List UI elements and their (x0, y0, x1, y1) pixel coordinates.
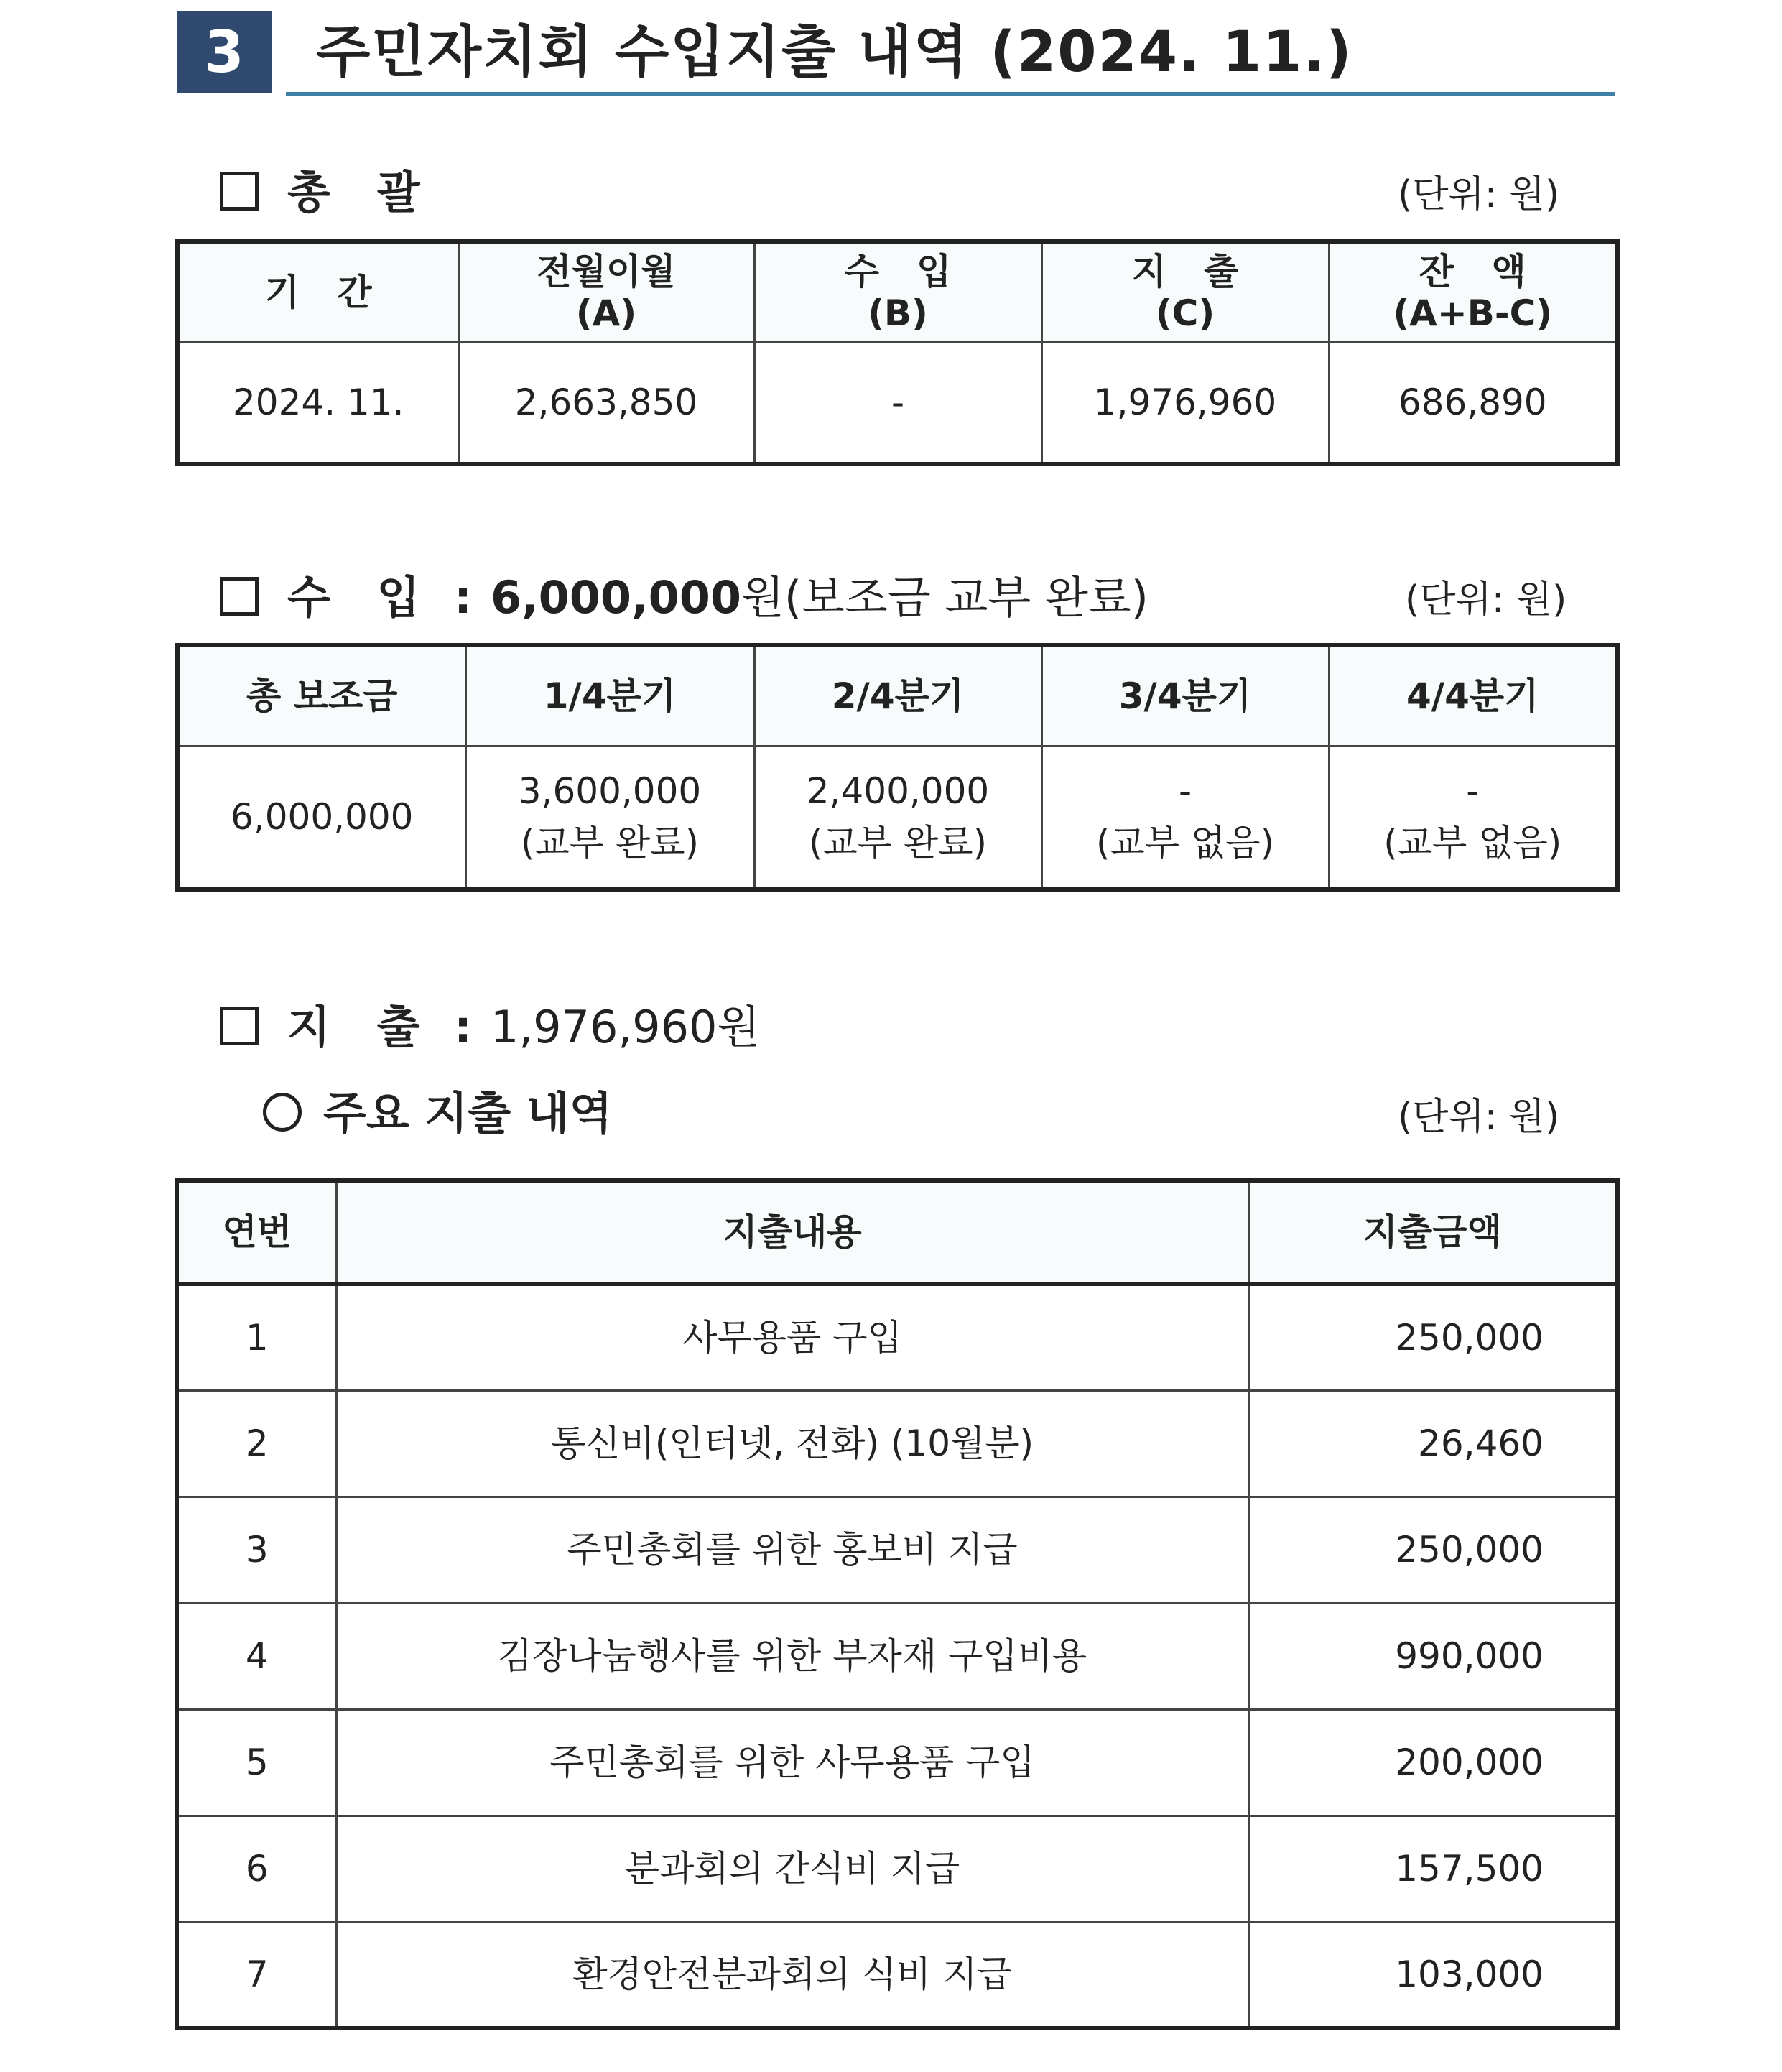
checkbox-square-icon (220, 172, 259, 211)
summary-col-balance: 잔 액 (A+B-C) (1329, 241, 1618, 342)
title-underline (286, 92, 1615, 96)
summary-data-row (177, 342, 1618, 464)
row-amount: 990,000 (1248, 1603, 1618, 1709)
summary-balance-value: 686,890 (1329, 342, 1618, 464)
row-amount: 26,460 (1248, 1390, 1618, 1497)
summary-income-value: - (754, 342, 1041, 464)
row-number: 2 (177, 1390, 336, 1497)
summary-unit-label: (단위: 원) (1398, 173, 1560, 216)
income-col-total: 총 보조금 (177, 645, 465, 746)
row-description: 통신비(인터넷, 전화) (10월분) (336, 1390, 1248, 1497)
income-q1-note: (교부 완료) (520, 822, 700, 864)
income-amount: 6,000,000 (490, 571, 742, 624)
income-q1-value: 3,600,000 (518, 770, 702, 813)
summary-col-income: 수 입 (B) (754, 241, 1041, 342)
income-q2-value: 2,400,000 (806, 770, 990, 813)
expense-col-number: 연번 (177, 1180, 336, 1284)
page-title: 주민자치회 수입지출 내역 (2024. 11.) (316, 20, 1353, 85)
row-amount: 157,500 (1248, 1816, 1618, 1922)
income-colon: : (454, 571, 472, 624)
section-number-badge: 3 (177, 11, 272, 93)
row-number: 1 (177, 1284, 336, 1390)
income-q3-cell (1041, 746, 1329, 889)
summary-col-period: 기 간 (177, 241, 458, 342)
row-number: 3 (177, 1497, 336, 1603)
summary-col-carryover: 전월이월 (A) (458, 241, 754, 342)
income-heading-label: 수 입 (287, 571, 420, 624)
expense-colon: : (454, 1001, 472, 1053)
income-col-q2: 2/4분기 (754, 645, 1041, 746)
row-amount: 250,000 (1248, 1284, 1618, 1390)
income-q3-value: - (1178, 770, 1192, 813)
income-col-q3: 3/4분기 (1041, 645, 1329, 746)
income-table (175, 643, 1620, 892)
summary-heading (220, 157, 420, 221)
expense-table (175, 1178, 1620, 2030)
table-row (177, 1816, 1618, 1922)
income-col-q4: 4/4분기 (1329, 645, 1618, 746)
table-row (177, 1709, 1618, 1816)
row-number: 6 (177, 1816, 336, 1922)
income-amount-suffix: 원(보조금 교부 완료) (741, 571, 1148, 624)
checkbox-square-icon (220, 1007, 259, 1045)
row-description: 김장나눔행사를 위한 부자재 구입비용 (336, 1603, 1248, 1709)
row-number: 5 (177, 1709, 336, 1816)
summary-table (175, 239, 1620, 466)
circle-bullet-icon (263, 1093, 302, 1132)
row-amount: 250,000 (1248, 1497, 1618, 1603)
table-row (177, 1497, 1618, 1603)
table-row (177, 1284, 1618, 1390)
expense-subheading (263, 1078, 613, 1142)
row-number: 7 (177, 1922, 336, 2028)
row-description: 사무용품 구입 (336, 1284, 1248, 1390)
table-row (177, 1390, 1618, 1497)
income-col-q1: 1/4분기 (465, 645, 754, 746)
checkbox-square-icon (220, 577, 259, 616)
table-row (177, 1922, 1618, 2028)
income-heading (220, 562, 1148, 626)
table-row (177, 1603, 1618, 1709)
income-header-row (177, 645, 1618, 746)
summary-period-value: 2024. 11. (177, 342, 458, 464)
income-unit-label: (단위: 원) (1405, 578, 1567, 621)
row-description: 분과회의 간식비 지급 (336, 1816, 1248, 1922)
row-amount: 200,000 (1248, 1709, 1618, 1816)
expense-amount: 1,976,960원 (490, 1001, 761, 1053)
income-q2-cell (754, 746, 1041, 889)
expense-heading (220, 991, 760, 1055)
expense-heading-label: 지 출 (287, 1001, 420, 1053)
row-number: 4 (177, 1603, 336, 1709)
expense-unit-label: (단위: 원) (1398, 1096, 1560, 1139)
expense-col-amount: 지출금액 (1248, 1180, 1618, 1284)
expense-col-description: 지출내용 (336, 1180, 1248, 1284)
summary-heading-label: 총 괄 (287, 166, 420, 218)
income-q4-cell (1329, 746, 1618, 889)
summary-expense-value: 1,976,960 (1041, 342, 1329, 464)
income-q4-note: (교부 없음) (1383, 822, 1562, 864)
row-description: 주민총회를 위한 사무용품 구입 (336, 1709, 1248, 1816)
row-amount: 103,000 (1248, 1922, 1618, 2028)
income-q1-cell (465, 746, 754, 889)
summary-header-row (177, 241, 1618, 342)
income-q3-note: (교부 없음) (1095, 822, 1275, 864)
summary-col-expense: 지 출 (C) (1041, 241, 1329, 342)
row-description: 환경안전분과회의 식비 지급 (336, 1922, 1248, 2028)
row-description: 주민총회를 위한 홍보비 지급 (336, 1497, 1248, 1603)
summary-carryover-value: 2,663,850 (458, 342, 754, 464)
income-data-row (177, 746, 1618, 889)
expense-header-row (177, 1180, 1618, 1284)
income-total-value: 6,000,000 (177, 746, 465, 889)
expense-subheading-label: 주요 지출 내역 (323, 1087, 613, 1139)
income-q2-note: (교부 완료) (808, 822, 988, 864)
income-q4-value: - (1466, 770, 1480, 813)
